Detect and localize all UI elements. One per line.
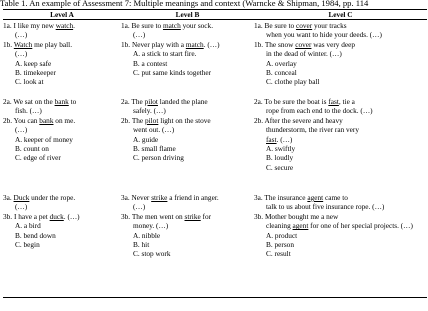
cell-level-a [3, 20, 121, 97]
sentence-text: 1a. I like my new [3, 21, 56, 30]
target-word: agent [292, 221, 309, 231]
answer-option: C. look at [15, 77, 44, 87]
sentence-text: for [200, 211, 212, 221]
sentence-text: your tracks [312, 21, 347, 30]
sentence-continuation: in the dead of winter. (…) [266, 49, 342, 59]
target-word: duck [49, 211, 64, 221]
sentence-text: on me. [53, 115, 76, 125]
answer-option: B. small flame [133, 144, 176, 154]
sentence-text: 2a. To be sure the boat is [254, 97, 329, 106]
table-row [3, 192, 427, 298]
sentence-continuation: fish. (…) [15, 106, 42, 116]
target-word: match [185, 39, 204, 49]
answer-option: B. hit [133, 240, 150, 250]
sentence-text: 3a. Never [121, 193, 152, 202]
target-word: Duck [13, 193, 30, 202]
answer-option: B. conceal [266, 68, 297, 78]
sentence-continuation: (…) [15, 49, 28, 59]
sentence-text: 1a. Be sure to [121, 21, 163, 30]
target-word: bank [39, 115, 54, 125]
sentence-text: 1b. [3, 39, 14, 49]
sentence-text: came to [323, 193, 348, 202]
cell-level-b [121, 192, 254, 298]
sentence-continuation: talk to us about five insurance rope. (…) [266, 202, 385, 212]
answer-option: C. begin [15, 240, 40, 250]
sentence-text: 1b. The snow [254, 39, 296, 49]
sentence-continuation: went out. (…) [133, 125, 175, 135]
answer-option: A. guide [133, 134, 159, 144]
answer-option: B. count on [15, 144, 49, 154]
sentence-continuation: safely. (…) [133, 106, 166, 116]
sentence-text: under the rope. [29, 193, 76, 202]
sentence-text: to [68, 97, 77, 106]
sentence-text: 3b. The men went on [121, 211, 185, 221]
sentence-continuation: for one of her special projects. (…) [308, 221, 413, 231]
question-sentence [3, 97, 121, 116]
question-sentence [121, 193, 254, 212]
sentence-continuation: rope from each end to the dock. (…) [266, 106, 373, 116]
question-sentence [121, 212, 254, 231]
sentence-text: 2b. After the severe and heavy [254, 115, 343, 125]
target-word: cover [295, 21, 313, 30]
cell-level-c [254, 192, 427, 298]
sentence-text: landed the plane [157, 97, 208, 106]
cell-level-c [254, 20, 427, 97]
question-sentence [3, 116, 121, 135]
table-row [3, 96, 427, 192]
target-word: Watch [13, 39, 33, 49]
question-sentence [121, 116, 254, 135]
question-sentence [254, 21, 427, 40]
sentence-continuation: thunderstorm, the river ran very [266, 125, 360, 135]
question-sentence [3, 40, 121, 59]
sentence-continuation: (…) [133, 202, 146, 212]
answer-option: C. put same kinds together [133, 68, 212, 78]
answer-option: A. a stick to start fire. [133, 49, 197, 59]
question-sentence [121, 21, 254, 40]
sentence-text: 3b. I have a pet [3, 211, 50, 221]
answer-option: C. person driving [133, 153, 184, 163]
answer-option: A. nibble [133, 230, 161, 240]
question-sentence [254, 212, 427, 231]
sentence-text: . (…) [63, 211, 80, 221]
answer-option: A. a bird [15, 221, 41, 231]
sentence-text: was very deep [311, 39, 355, 49]
sentence-text: 3a. [3, 193, 14, 202]
cell-level-a [3, 96, 121, 192]
question-sentence [254, 116, 427, 144]
answer-option: A. swiftly [266, 144, 296, 154]
cell-level-b [121, 96, 254, 192]
answer-option: A. keep safe [15, 58, 52, 68]
question-sentence [254, 40, 427, 59]
sentence-continuation: money. (…) [133, 221, 169, 231]
sentence-text: 2a. The [121, 97, 145, 106]
target-word: strike [184, 211, 201, 221]
sentence-text: 1b. Never play with a [121, 39, 186, 49]
question-sentence [3, 21, 121, 40]
sentence-continuation: (…) [15, 202, 28, 212]
cell-level-b [121, 20, 254, 97]
sentence-text: . [73, 21, 75, 30]
target-word: fast [266, 134, 277, 144]
sentence-text: 2a. We sat on the [3, 97, 55, 106]
sentence-continuation: . (…) [276, 134, 293, 144]
sentence-text: . (…) [203, 39, 220, 49]
question-sentence [254, 97, 427, 116]
target-word: pilot [144, 97, 158, 106]
sentence-text: your sock. [180, 21, 214, 30]
answer-option: C. edge of river [15, 153, 61, 163]
target-word: fast [328, 97, 339, 106]
question-sentence [3, 212, 121, 221]
answer-option: C. stop work [133, 249, 171, 259]
header-level-c: Level C [254, 10, 427, 20]
sentence-text: a friend in anger. [167, 193, 219, 202]
header-level-b: Level B [121, 10, 254, 20]
answer-option: A. overlay [266, 58, 297, 68]
table-caption: Table 1. An example of Assessment 7: Multiple meanings and context (Warncke & Shipman, 1984, pp. 114 [0, 0, 369, 8]
sentence-continuation: when you want to hide your deeds. (…) [266, 30, 382, 40]
table-row [3, 20, 427, 97]
answer-option: C. secure [266, 162, 294, 172]
target-word: pilot [144, 115, 159, 125]
answer-option: B. a contest [133, 58, 168, 68]
target-word: bank [54, 97, 69, 106]
header-level-a: Level A [3, 10, 121, 20]
target-word: cover [295, 39, 312, 49]
sentence-text: 2b. You can [3, 115, 40, 125]
question-sentence [121, 40, 254, 49]
sentence-continuation: (…) [133, 30, 146, 40]
answer-option: C. clothe play ball [266, 77, 320, 87]
cell-level-a [3, 192, 121, 298]
question-sentence [3, 193, 121, 212]
cell-level-c [254, 96, 427, 192]
question-sentence [254, 193, 427, 212]
answer-option: B. loudly [266, 153, 294, 163]
assessment-table [3, 9, 427, 298]
target-word: watch [55, 21, 74, 30]
sentence-text: light on the stove [158, 115, 211, 125]
sentence-continuation: cleaning [266, 221, 293, 231]
answer-option: B. person [266, 240, 294, 250]
target-word: strike [151, 193, 168, 202]
target-word: agent [307, 193, 324, 202]
answer-option: A. keeper of money [15, 134, 73, 144]
sentence-text: 3a. The insurance [254, 193, 308, 202]
sentence-text: 1a. Be sure to [254, 21, 296, 30]
answer-option: B. bend down [15, 230, 56, 240]
answer-option: A. product [266, 230, 298, 240]
target-word: match [162, 21, 181, 30]
answer-option: B. timekeeper [15, 68, 56, 78]
sentence-continuation: (…) [15, 125, 28, 135]
sentence-text: me play ball. [32, 39, 73, 49]
sentence-text: 2b. The [121, 115, 145, 125]
header-row [3, 10, 427, 20]
sentence-text: 3b. Mother bought me a new [254, 211, 339, 221]
question-sentence [121, 97, 254, 116]
answer-option: C. result [266, 249, 291, 259]
sentence-text: , tie a [338, 97, 355, 106]
sentence-continuation: (…) [15, 30, 28, 40]
